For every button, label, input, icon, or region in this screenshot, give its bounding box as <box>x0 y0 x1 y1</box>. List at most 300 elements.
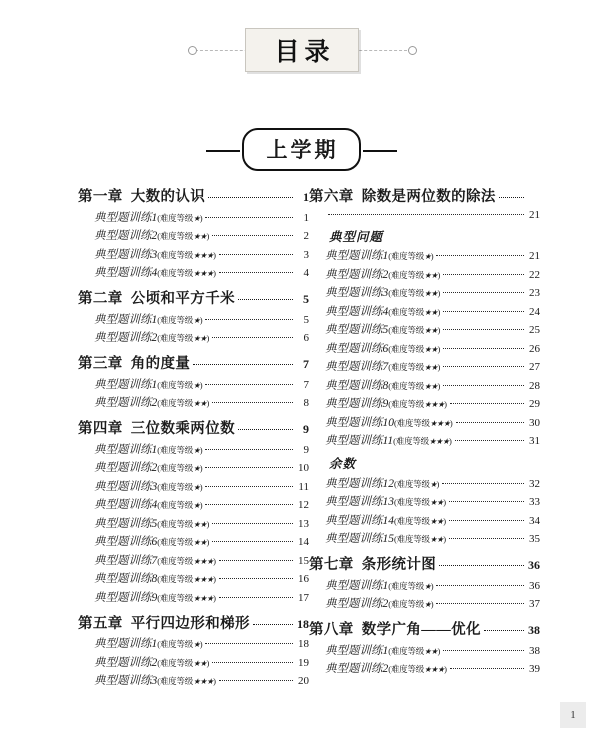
difficulty-stars: ★ <box>424 600 431 609</box>
chapter-number: 第八章 <box>309 622 354 638</box>
term-banner <box>0 128 602 171</box>
leader-dots <box>205 643 293 644</box>
toc-subheading: 典型问题 <box>329 229 384 244</box>
exercise-label <box>325 595 433 611</box>
difficulty-stars: ★★ <box>424 363 438 372</box>
difficulty-prefix: (难度等级 <box>394 478 430 489</box>
entry-page-number: 1 <box>303 211 309 224</box>
difficulty-stars: ★ <box>193 482 200 492</box>
chapter-number: 第六章 <box>309 189 354 205</box>
leader-dots <box>443 348 524 349</box>
exercise-title: 典型题训练2 <box>94 397 158 409</box>
leader-dots <box>219 680 293 681</box>
leader-dots <box>443 311 524 312</box>
exercise-title: 典型题训练8 <box>94 573 158 585</box>
toc-chapter-entry[interactable] <box>78 612 309 633</box>
chapter-label <box>78 287 235 308</box>
difficulty-prefix: (难度等级 <box>157 314 194 325</box>
entry-page-number: 28 <box>529 379 540 392</box>
difficulty-prefix: (难度等级 <box>157 481 194 492</box>
leader-dots <box>238 429 293 430</box>
difficulty-stars: ★ <box>424 581 431 591</box>
leader-dots <box>443 366 524 367</box>
difficulty-suffix: ) <box>199 444 203 455</box>
leader-dots <box>443 329 524 330</box>
leader-dots <box>328 214 524 215</box>
difficulty-prefix: (难度等级 <box>157 500 194 510</box>
chapter-number: 第四章 <box>78 421 123 437</box>
leader-dots <box>205 504 293 505</box>
toc-exercise-entry[interactable] <box>94 496 309 512</box>
exercise-label <box>94 496 202 512</box>
difficulty-suffix: ) <box>199 212 203 223</box>
toc-exercise-entry[interactable] <box>94 264 309 280</box>
difficulty-stars: ★★ <box>193 399 207 408</box>
difficulty-suffix: ) <box>443 534 446 544</box>
difficulty-suffix: ) <box>213 249 216 260</box>
difficulty-prefix: (难度等级 <box>388 288 425 298</box>
toc-exercise-entry[interactable] <box>325 493 540 509</box>
exercise-label <box>94 311 202 327</box>
toc-exercise-entry[interactable] <box>94 227 309 243</box>
entry-page-number: 30 <box>529 416 540 429</box>
exercise-label <box>94 246 216 262</box>
toc-exercise-entry[interactable] <box>325 321 540 337</box>
difficulty-prefix: (难度等级 <box>388 306 425 317</box>
toc-exercise-entry[interactable] <box>325 642 540 658</box>
entry-page-number: 37 <box>529 598 540 610</box>
difficulty-prefix: (难度等级 <box>388 325 425 335</box>
leader-dots <box>499 197 524 198</box>
exercise-title: 典型题训练4 <box>325 305 389 318</box>
leader-dots <box>442 483 524 484</box>
page-header <box>0 0 602 78</box>
difficulty-suffix: ) <box>437 306 441 317</box>
entry-page-number: 7 <box>303 357 309 371</box>
leader-dots <box>449 538 524 539</box>
exercise-title: 典型题训练10 <box>325 416 394 429</box>
toc-chapter-entry[interactable] <box>78 352 309 373</box>
toc-exercise-entry[interactable] <box>325 475 540 491</box>
difficulty-suffix: ) <box>437 645 441 656</box>
difficulty-suffix: ) <box>199 481 203 492</box>
toc-exercise-entry[interactable] <box>94 459 309 475</box>
difficulty-suffix: ) <box>444 664 447 674</box>
difficulty-suffix: ) <box>206 231 210 241</box>
difficulty-stars: ★ <box>193 464 200 473</box>
exercise-title: 典型题训练5 <box>325 324 389 336</box>
difficulty-prefix: (难度等级 <box>388 580 425 591</box>
toc-exercise-entry[interactable] <box>94 552 309 568</box>
exercise-label <box>94 394 209 410</box>
exercise-label <box>94 459 202 475</box>
exercise-label <box>325 395 447 411</box>
leader-dots <box>205 384 293 385</box>
exercise-title: 典型题训练4 <box>94 267 158 279</box>
leader-dots <box>443 385 524 386</box>
entry-page-number: 22 <box>529 268 540 281</box>
exercise-label <box>94 227 209 243</box>
leader-dots <box>205 486 293 487</box>
entry-page-number: 16 <box>298 573 309 585</box>
exercise-label <box>94 654 209 670</box>
difficulty-stars: ★ <box>193 315 200 325</box>
entry-page-number: 6 <box>303 332 309 344</box>
exercise-label <box>94 441 202 457</box>
toc-exercise-entry[interactable] <box>94 533 309 549</box>
exercise-title: 典型题训练1 <box>325 250 389 262</box>
toc-exercise-entry[interactable] <box>325 303 540 319</box>
toc-exercise-entry[interactable] <box>94 654 309 670</box>
difficulty-prefix: (难度等级 <box>157 444 194 455</box>
leader-dots <box>450 668 524 669</box>
leader-dots <box>449 501 524 502</box>
entry-page-number: 5 <box>303 292 309 306</box>
toc-chapter-entry[interactable] <box>309 553 540 574</box>
difficulty-prefix: (难度等级 <box>157 333 194 343</box>
toc-exercise-entry[interactable] <box>94 478 309 494</box>
toc-chapter-entry[interactable] <box>309 618 540 639</box>
exercise-label <box>325 340 440 356</box>
chapter-number: 第五章 <box>78 615 123 632</box>
leader-dots <box>212 523 293 524</box>
exercise-title: 典型题训练12 <box>325 477 394 490</box>
leader-dots <box>205 449 293 450</box>
entry-page-number: 34 <box>529 514 540 527</box>
entry-page-number: 38 <box>529 644 540 657</box>
exercise-label <box>94 376 202 392</box>
exercise-title: 典型题训练1 <box>325 644 389 657</box>
difficulty-stars: ★★ <box>429 498 444 507</box>
difficulty-suffix: ) <box>213 555 216 566</box>
toc-exercise-entry[interactable] <box>94 589 309 605</box>
difficulty-stars: ★ <box>424 252 431 261</box>
entry-page-number: 8 <box>303 397 309 409</box>
exercise-label <box>94 478 202 494</box>
toc-column-left <box>78 178 309 691</box>
exercise-title: 典型题训练2 <box>94 462 158 474</box>
entry-page-number: 14 <box>298 536 309 548</box>
difficulty-stars: ★★ <box>424 270 438 280</box>
leader-dots <box>439 565 524 566</box>
entry-page-number: 17 <box>298 591 309 604</box>
exercise-title: 典型题训练1 <box>94 443 158 456</box>
difficulty-prefix: (难度等级 <box>157 537 194 547</box>
difficulty-suffix: ) <box>430 599 434 609</box>
exercise-title: 典型题训练2 <box>94 230 158 242</box>
difficulty-stars: ★ <box>193 380 200 390</box>
difficulty-prefix: (难度等级 <box>157 231 194 241</box>
leader-dots <box>212 235 293 236</box>
entry-page-number: 5 <box>303 313 309 326</box>
difficulty-suffix: ) <box>443 497 446 507</box>
entry-page-number: 21 <box>529 208 540 221</box>
exercise-label <box>94 533 209 549</box>
difficulty-stars: ★★ <box>193 658 207 668</box>
leader-dots <box>205 467 293 468</box>
toc-exercise-entry[interactable] <box>325 266 540 282</box>
entry-page-number: 12 <box>298 499 309 511</box>
difficulty-suffix: ) <box>430 580 434 591</box>
toc-exercise-entry[interactable] <box>94 635 309 651</box>
difficulty-suffix: ) <box>206 333 210 343</box>
difficulty-stars: ★★ <box>193 538 207 547</box>
difficulty-stars: ★★ <box>424 381 438 391</box>
difficulty-suffix: ) <box>206 398 210 408</box>
difficulty-suffix: ) <box>199 314 203 325</box>
toc-exercise-entry[interactable] <box>325 284 540 300</box>
toc-exercise-entry[interactable] <box>94 441 309 457</box>
exercise-title: 典型题训练9 <box>94 591 158 604</box>
toc-exercise-entry[interactable] <box>94 209 309 225</box>
entry-page-number: 32 <box>529 477 540 490</box>
term-label: 上学期 <box>242 128 361 171</box>
chapter-title: 角的度量 <box>130 356 191 372</box>
exercise-title: 典型题训练13 <box>325 496 394 508</box>
toc-chapter-entry[interactable] <box>78 287 309 308</box>
leader-dots <box>219 578 293 579</box>
entry-page-number: 38 <box>528 623 540 637</box>
difficulty-suffix: ) <box>206 537 210 547</box>
entry-page-number: 25 <box>529 324 540 336</box>
exercise-label <box>325 432 452 448</box>
difficulty-stars: ★★ <box>424 344 438 354</box>
difficulty-suffix: ) <box>437 325 441 335</box>
toc-exercise-entry[interactable] <box>325 209 540 221</box>
difficulty-stars: ★★★ <box>193 556 214 566</box>
entry-page-number: 7 <box>303 378 309 391</box>
difficulty-stars: ★★ <box>424 326 438 335</box>
toc-exercise-entry[interactable] <box>325 340 540 356</box>
exercise-label <box>94 570 216 586</box>
toc-exercise-entry[interactable] <box>325 660 540 676</box>
exercise-label <box>94 329 209 345</box>
difficulty-prefix: (难度等级 <box>388 251 425 261</box>
difficulty-suffix: ) <box>206 657 210 668</box>
exercise-title: 典型题训练1 <box>325 579 389 592</box>
toc-exercise-entry[interactable] <box>325 512 540 528</box>
difficulty-prefix: (难度等级 <box>157 592 194 603</box>
exercise-label <box>325 414 453 430</box>
difficulty-stars: ★★ <box>424 289 438 298</box>
exercise-title: 典型题训练8 <box>325 379 389 392</box>
toc-exercise-entry[interactable] <box>94 515 309 531</box>
exercise-label <box>94 552 216 568</box>
page-title: 目录 <box>274 39 335 66</box>
page-number-badge <box>560 702 586 728</box>
toc-exercise-entry[interactable] <box>94 570 309 586</box>
entry-page-number: 11 <box>298 480 309 493</box>
difficulty-prefix: (难度等级 <box>157 555 194 566</box>
difficulty-stars: ★★ <box>424 646 438 656</box>
difficulty-stars: ★★ <box>193 232 207 241</box>
toc-exercise-entry[interactable] <box>94 394 309 410</box>
chapter-number: 第一章 <box>78 189 123 205</box>
difficulty-stars: ★★★ <box>424 400 445 409</box>
difficulty-stars: ★★★ <box>424 665 445 674</box>
leader-dots <box>449 520 524 521</box>
toc-exercise-entry[interactable] <box>325 432 540 448</box>
chapter-number: 第三章 <box>78 356 123 372</box>
chapter-label <box>309 553 436 574</box>
entry-page-number: 26 <box>529 342 540 355</box>
difficulty-prefix: (难度等级 <box>388 362 425 372</box>
leader-dots <box>208 197 293 198</box>
chapter-number: 第二章 <box>78 291 123 307</box>
difficulty-suffix: ) <box>436 478 440 489</box>
leader-dots <box>219 560 293 561</box>
difficulty-suffix: ) <box>199 463 203 473</box>
exercise-title: 典型题训练2 <box>325 268 389 281</box>
leader-dots <box>238 299 293 300</box>
chapter-title: 数学广角——优化 <box>361 622 481 638</box>
leader-dots <box>219 597 293 598</box>
exercise-title: 典型题训练15 <box>325 533 394 545</box>
entry-page-number: 36 <box>529 579 540 592</box>
difficulty-prefix: (难度等级 <box>157 379 194 390</box>
entry-page-number: 15 <box>298 554 309 567</box>
leader-dots <box>212 541 293 542</box>
leader-dots <box>443 292 524 293</box>
toc-exercise-entry[interactable] <box>325 530 540 546</box>
difficulty-stars: ★★ <box>193 334 207 343</box>
exercise-label <box>325 266 440 282</box>
toc-exercise-entry[interactable] <box>94 246 309 262</box>
toc-exercise-entry[interactable] <box>94 311 309 327</box>
toc-exercise-entry[interactable] <box>325 377 540 393</box>
difficulty-suffix: ) <box>443 515 446 526</box>
difficulty-prefix: (难度等级 <box>157 212 194 223</box>
leader-dots <box>436 585 524 586</box>
leader-dots <box>455 440 524 441</box>
difficulty-suffix: ) <box>199 639 203 649</box>
exercise-label <box>325 377 440 393</box>
toc-chapter-entry[interactable] <box>78 417 309 438</box>
exercise-label <box>325 660 447 676</box>
difficulty-stars: ★★★ <box>193 250 214 260</box>
header-dot-left-icon <box>188 46 197 55</box>
difficulty-prefix: (难度等级 <box>394 515 430 526</box>
toc-exercise-entry[interactable] <box>94 672 309 688</box>
difficulty-stars: ★ <box>193 640 200 649</box>
entry-page-number: 1 <box>303 190 309 204</box>
difficulty-prefix: (难度等级 <box>388 664 425 674</box>
exercise-title: 典型题训练6 <box>325 342 389 355</box>
leader-dots <box>193 364 293 365</box>
difficulty-suffix: ) <box>437 380 441 391</box>
chapter-title: 平行四边形和梯形 <box>130 615 250 632</box>
difficulty-suffix: ) <box>430 251 434 261</box>
difficulty-prefix: (难度等级 <box>388 343 425 354</box>
difficulty-suffix: ) <box>449 417 453 428</box>
entry-page-number: 31 <box>529 435 540 447</box>
entry-page-number: 3 <box>303 248 309 261</box>
difficulty-suffix: ) <box>199 500 203 510</box>
leader-dots <box>456 422 525 423</box>
exercise-title: 典型题训练6 <box>94 536 158 548</box>
difficulty-prefix: (难度等级 <box>157 518 194 529</box>
toc-chapter-entry[interactable] <box>309 185 540 206</box>
difficulty-prefix: (难度等级 <box>388 645 425 656</box>
difficulty-suffix: ) <box>437 288 441 298</box>
difficulty-prefix: (难度等级 <box>388 599 425 609</box>
difficulty-prefix: (难度等级 <box>157 574 194 584</box>
chapter-title: 三位数乘两位数 <box>130 421 236 437</box>
exercise-title: 典型题训练7 <box>325 361 389 373</box>
difficulty-prefix: (难度等级 <box>388 380 425 391</box>
toc-exercise-entry[interactable] <box>325 247 540 263</box>
leader-dots <box>253 624 293 625</box>
toc-subheading: 余数 <box>329 457 357 471</box>
leader-dots <box>205 319 293 320</box>
difficulty-stars: ★★★ <box>193 269 214 278</box>
difficulty-suffix: ) <box>213 268 216 278</box>
exercise-label <box>94 264 216 280</box>
difficulty-prefix: (难度等级 <box>394 417 430 428</box>
exercise-label <box>94 515 209 531</box>
exercise-title: 典型题训练3 <box>94 248 158 261</box>
exercise-label <box>94 672 216 688</box>
difficulty-suffix: ) <box>213 676 216 686</box>
chapter-label <box>309 185 496 206</box>
entry-page-number: 18 <box>297 616 309 631</box>
difficulty-prefix: (难度等级 <box>157 249 194 260</box>
exercise-title: 典型题训练1 <box>94 313 158 326</box>
chapter-number: 第七章 <box>309 557 354 573</box>
difficulty-stars: ★★★ <box>193 593 214 603</box>
toc-exercise-entry[interactable] <box>325 414 540 430</box>
exercise-label <box>325 577 433 593</box>
leader-dots <box>212 662 293 663</box>
entry-page-number: 33 <box>529 496 540 508</box>
toc-chapter-entry[interactable] <box>78 185 309 206</box>
exercise-title: 典型题训练2 <box>94 656 158 669</box>
exercise-label <box>94 209 202 225</box>
toc-exercise-entry[interactable] <box>325 595 540 611</box>
leader-dots <box>443 274 524 275</box>
leader-dots <box>443 650 524 651</box>
difficulty-prefix: (难度等级 <box>388 399 425 409</box>
chapter-label <box>78 185 205 206</box>
difficulty-prefix: (难度等级 <box>394 497 430 507</box>
difficulty-suffix: ) <box>213 592 216 603</box>
page-number: 1 <box>570 709 576 721</box>
chapter-title: 大数的认识 <box>130 189 206 205</box>
leader-dots <box>436 603 524 604</box>
difficulty-stars: ★★★ <box>429 418 450 428</box>
entry-page-number: 29 <box>529 398 540 410</box>
exercise-label <box>325 321 440 337</box>
exercise-title: 典型题训练2 <box>325 663 389 675</box>
difficulty-prefix: (难度等级 <box>157 463 194 473</box>
difficulty-suffix: ) <box>213 574 216 584</box>
entry-page-number: 21 <box>529 250 540 262</box>
toc-exercise-entry[interactable] <box>94 329 309 345</box>
difficulty-prefix: (难度等级 <box>394 534 430 544</box>
toc-exercise-entry[interactable] <box>325 358 540 374</box>
entry-page-number: 36 <box>528 558 540 572</box>
exercise-label <box>325 358 440 374</box>
toc-exercise-entry[interactable] <box>94 376 309 392</box>
entry-page-number: 4 <box>303 267 309 279</box>
toc-exercise-entry[interactable] <box>325 577 540 593</box>
chapter-label <box>78 352 190 373</box>
toc-exercise-entry[interactable] <box>325 395 540 411</box>
difficulty-suffix: ) <box>437 362 441 372</box>
difficulty-stars: ★★ <box>193 519 207 529</box>
entry-page-number: 13 <box>298 517 309 530</box>
entry-page-number: 24 <box>529 305 540 318</box>
